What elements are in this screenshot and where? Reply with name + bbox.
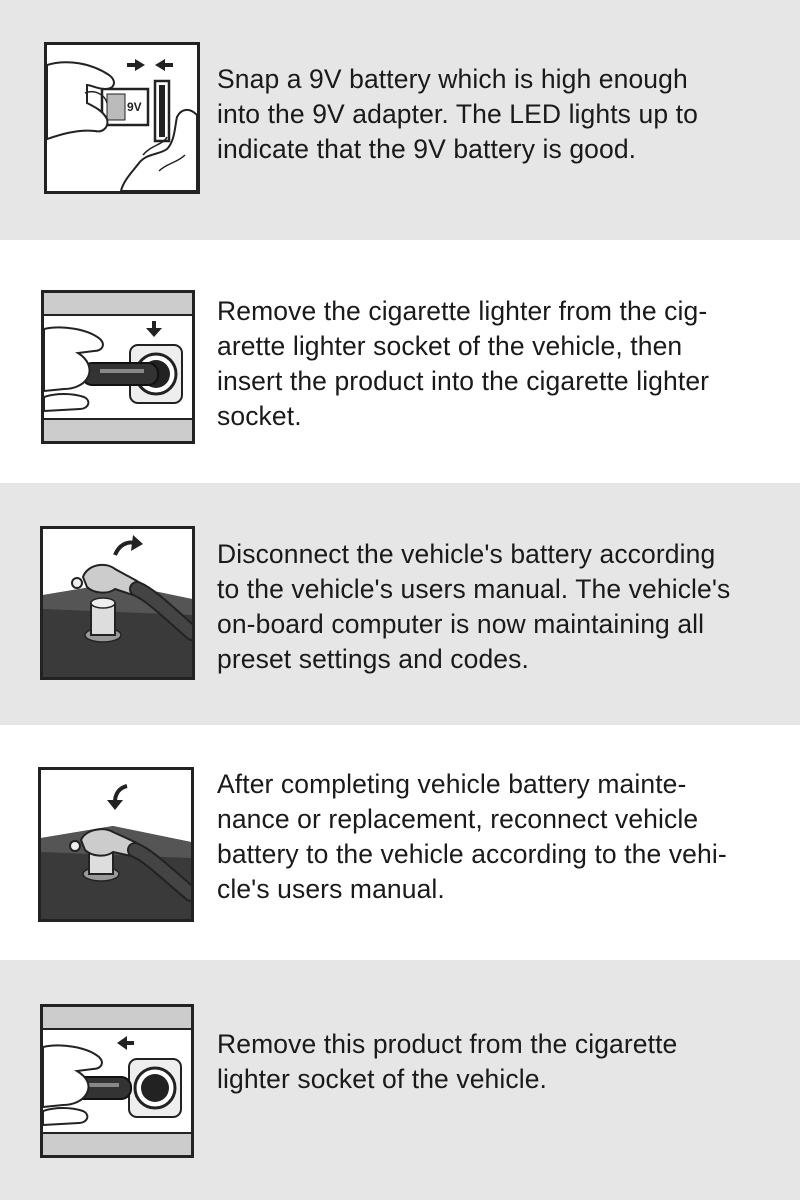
step-3-text: Disconnect the vehicle's battery according to the vehicle's users manual. The vehicle's on-board computer is now maintaining all preset settings and codes.	[217, 539, 731, 674]
step-1-text: Snap a 9V battery which is high enough into the 9V adapter. The LED lights up to indicate that the 9V battery is good.	[217, 64, 698, 164]
battery-snap-icon	[44, 42, 200, 194]
step-5	[0, 960, 800, 1200]
step-3	[0, 483, 800, 725]
step-5-text: Remove this product from the cigarette lighter socket of the vehicle.	[217, 1029, 678, 1094]
insert-plug-icon	[41, 290, 195, 444]
step-4	[0, 725, 800, 960]
step-2	[0, 240, 800, 483]
step-2-text: Remove the cigarette lighter from the cig- arette lighter socket of the vehicle, then insert the product into the cigarette lighter socket.	[217, 296, 710, 431]
battery-label: 9V	[127, 100, 142, 114]
reconnect-terminal-icon	[38, 767, 194, 922]
remove-plug-icon	[40, 1004, 194, 1158]
disconnect-terminal-icon	[40, 526, 195, 680]
step-1	[0, 0, 800, 240]
step-4-text: After completing vehicle battery mainte- nance or replacement, reconnect vehicle battery to the vehicle according to the vehi- cle's users manual.	[217, 769, 727, 904]
